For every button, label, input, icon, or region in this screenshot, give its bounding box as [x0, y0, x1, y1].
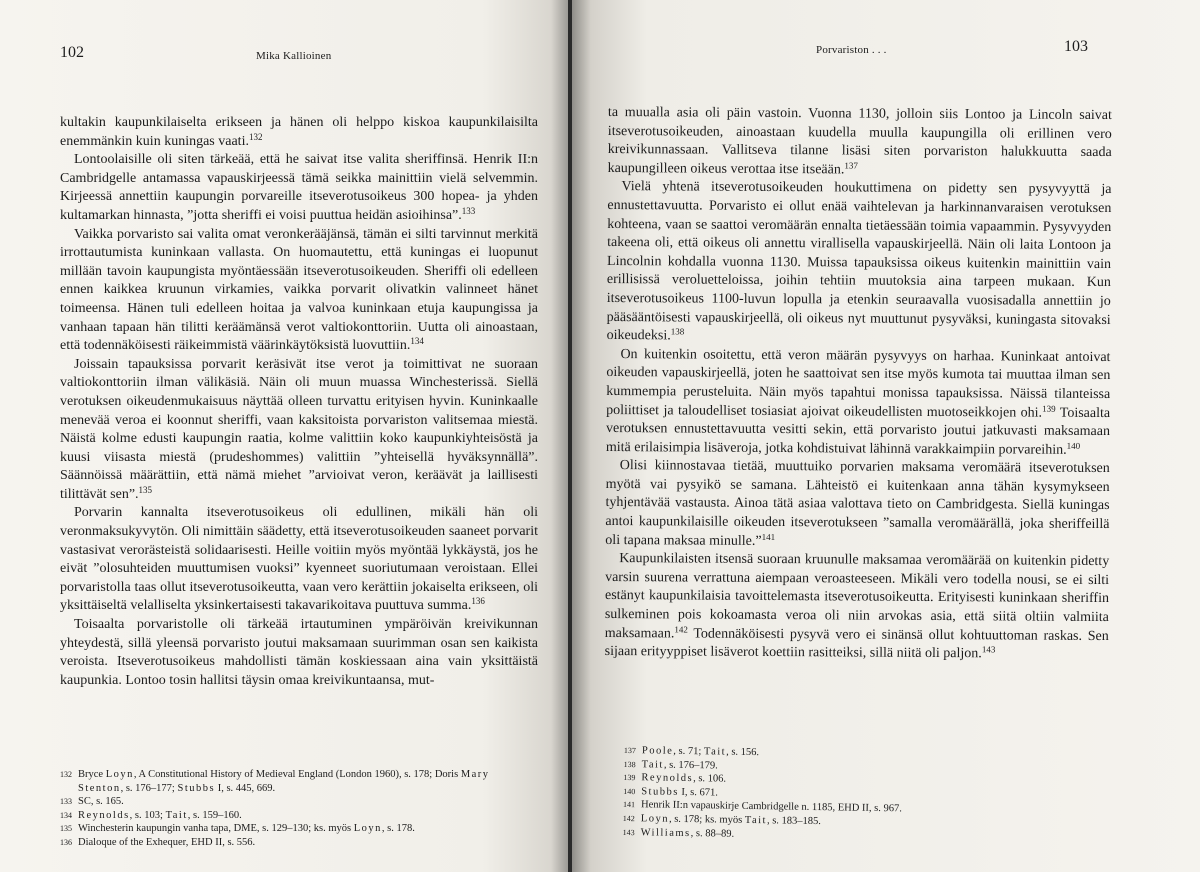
citation-text: , s. 183–185.: [766, 815, 822, 828]
footnote-ref: 142: [674, 624, 688, 635]
paragraph: [605, 550, 1110, 665]
citation-text: , s. 71;: [673, 745, 705, 758]
paragraph-text: Olisi kiinnostavaa tietää, muuttuiko porvarien maksama veromäärä itseverotuksen myötä vai pysyikö se samana. Lähteistö ei kuitenkaan anna tähän kysymykseen tyhjentävää vastausta. Ainoa tätä asiaa valottava tieto on Cambridgesta. Siellä kuningas antoi kaupunkilaisille oikeuden itseverotukseen ”samalla veromäärällä, joka sheriffeillä oli tapana maksaa minulle.”: [605, 458, 1110, 549]
citation-text: SC, s. 165.: [78, 796, 124, 808]
footnote-number: 141: [622, 800, 636, 810]
running-head: Mika Kallioinen: [256, 50, 332, 62]
footnote-ref: 138: [670, 326, 685, 337]
author-name: Williams: [640, 826, 691, 839]
footnote-text: [78, 836, 255, 850]
footnote-text: [78, 822, 415, 836]
author-name: Mary Stenton: [78, 769, 490, 794]
paragraph: [60, 504, 538, 616]
footnote-ref: 141: [761, 531, 776, 542]
footnote-text: [641, 785, 718, 800]
footnote-ref: 137: [844, 160, 858, 171]
footnote: [60, 795, 538, 809]
footnote-number: 139: [623, 773, 636, 783]
citation-text: , s. 176–177;: [120, 782, 178, 794]
footnote-number: 134: [60, 810, 72, 820]
paragraph: [605, 457, 1110, 553]
citation-text: , A Constitutional History of Medieval England (London 1960), s. 178; Doris: [133, 769, 461, 780]
paragraph-text: kultakin kaupunkilaiselta erikseen ja hänen oli helppo kiskoa kaupunkilaisilta enemmänkin kuin kuningas vaati.: [60, 115, 538, 149]
author-name: Poole: [641, 745, 674, 757]
citation-text: , s. 156.: [726, 746, 760, 759]
paragraph: [60, 151, 538, 225]
footnote-number: 143: [622, 827, 635, 837]
footnote-text: [78, 795, 124, 809]
paragraph: [60, 356, 538, 505]
paragraph-text: Todennäköisesti pysyvä vero ei sinänsä ollut kohtuuttoman raskas. Sen sijaan erityyppiset lisäverot koettiin rasitteiksi, sillä niitä oli paljon.: [604, 626, 1109, 662]
left-page: [0, 0, 568, 872]
footnote-number: 137: [623, 745, 636, 756]
citation-text: , s. 178; ks. myös: [668, 813, 745, 826]
footnote-number: 136: [60, 837, 72, 847]
author-name: Tait: [165, 809, 188, 821]
paragraph: [60, 616, 538, 690]
citation-text: , s. 103;: [129, 809, 166, 821]
paragraph: [60, 226, 538, 356]
paragraph: [608, 104, 1112, 181]
footnote-ref: 132: [248, 131, 263, 142]
footnotes: [60, 768, 538, 850]
paragraph-text: On kuitenkin osoitettu, että veron määrän pysyvyys on harhaa. Kuninkaat antoivat oikeuden vapauskirjeellä, joten he saattoivat sen itse myös kumota tai muuttaa ilman sen kummempia perusteluita. Näin myös tapahtui monissa tapauksissa. Näissä tilanteissa poliittiset ja taloudelliset tosiasiat ajoivat oikeudellisten muotoseikkojen ohi.: [606, 346, 1111, 421]
author-name: Tait: [703, 746, 727, 758]
footnote-ref: 133: [461, 205, 476, 216]
footnote-ref: 143: [981, 644, 996, 655]
footnote-text: [78, 768, 538, 795]
paragraph: [60, 114, 538, 151]
body-text: [605, 104, 1112, 665]
paragraph-text: Vielä yhtenä itseverotusoikeuden houkuttimena on pidetty sen pysyvyyttä ja ennustettavuutta. Porvaristo ei ollut enää vaihtelevan ja harkinnanvaraisen verotuksen kohteena, vaan se saattoi veromäärän ennalta tietäessään toimia vapaammin. Pysyvyyden takeena oli, että oikeus oli annettu virallisella vapauskirjeellä. Näin oli laita Lontoon ja Lincolnin kohdalla vuonna 1130. Muissa tapauksissa oikeus kuitenkin mainittiin vain erillisissä veroluetteloissa, joihin tehtiin muutoksia aina tarpeen mukaan. Kun itseverotusoikeus 1100-luvun lopulla ja etenkin seuraavalla vuosisadalla annettiin jo pääsääntöisesti vapauskirjeellä, oli oikeus nyt muuttunut pysyväksi, kuningasta sitovaksi oikeudeksi.: [606, 179, 1112, 344]
footnote-text: [641, 771, 726, 786]
author-name: Tait: [641, 758, 664, 771]
page-number: 103: [1064, 38, 1088, 55]
footnote-text: [642, 758, 718, 773]
paragraph-text: Joissain tapauksissa porvarit keräsivät itse verot ja toimittivat ne suoraan valtiokonttoriin ilman välikäsiä. Näin oli muun muassa Winchesterissä. Siellä verotuksen oikeudenmukaisuus näyttää olleen turvattu erityisen hyvin. Kuninkaalle menevää veroa ei koonnut sheriffi, vaan kaksitoista porvariston valitsemaa miestä. Näistä kolme edusti kaupungin raatia, kolme valittiin koko kaupunkiyhteisöstä ja kuusi viisasta miestä (prudeshommes) valittiin ”yhteisellä hyväksynnällä”. Säännöissä määrättiin, että nämä miehet ”arvioivat veron, keräävät ja laillisesti tilittävät sen”.: [60, 356, 538, 502]
footnote-number: 135: [60, 824, 72, 834]
citation-text: , s. 178.: [381, 823, 415, 835]
footnote: [60, 768, 538, 795]
author-name: Stubbs: [641, 786, 679, 798]
page-number: 102: [60, 44, 84, 61]
footnote-text: [78, 809, 242, 823]
paragraph-text: Lontoolaisille oli siten tärkeää, että he saivat itse valita sheriffinsä. Henrik II:n Cambridgelle antamassa vapauskirjeessä tämä seikka mainittiin vielä selvemmin. Kirjeessä annettiin kaupungin porvareille itseverotusoikeus 300 hopea- ja yhden kultamarkan hinnasta, ”jotta sheriffi ei voisi puuttua heidän asioihinsa”.: [60, 152, 538, 223]
paragraph-text: Vaikka porvaristo sai valita omat veronkerääjänsä, tämän ei silti tarvinnut merkitä irrottautumista kuninkaan vallasta. On huomautettu, että kuningas ei luopunut millään tavoin kaupungista myöntäessään itseverotusoikeuden. Sheriffi oli edelleen ennen kaikkea kruunun virkamies, vaikka porvarit olivatkin valinneet hänet toimeensa. Hänen tuli edelleen hoitaa ja valvoa kuninkaan etuja kaupungissa ja vanhaan tapaan hän tilitti keräämänsä verot valtiokonttoriin. Uutta oli ainoastaan, että todennäköisesti räikeimmistä väärinkäytöksistä luovuttiin.: [60, 226, 538, 354]
paragraph-text: Kaupunkilaisten itsensä suoraan kruunulle maksamaa veromäärää on kuitenkin pidetty varsin suurena verrattuna aiempaan veroasteeseen. Mikäli vero todella nousi, se ei silti estänyt kaupunkilaisia tavoittelemasta itseverotusoikeutta. Erityisesti kuninkaan sheriffin sulkeminen pois kokoamasta veroa oli niin arvokas asia, että siitä oltiin valmiita maksamaan.: [604, 551, 1110, 642]
citation-text: Bryce: [78, 769, 106, 780]
citation-text: I, s. 445, 669.: [215, 782, 276, 794]
author-name: Loyn: [105, 769, 134, 780]
footnote-ref: 136: [471, 596, 485, 607]
running-head: Porvariston . . .: [816, 44, 887, 56]
citation-text: Henrik II:n vapauskirje Cambridgelle n. 1185, EHD II, s. 967.: [640, 799, 902, 815]
citation-text: , s. 88–89.: [690, 827, 735, 840]
footnote-text: [641, 826, 735, 841]
footnote-number: 132: [60, 770, 72, 779]
paragraph-text: Porvarin kannalta itseverotusoikeus oli edullinen, mikäli hän oli veronmaksukyvytön. Oli nimittäin säädetty, että itseverotusoikeuden saaneet porvarit vastasivat verorästeistä solidaarisesti. Heille voitiin myös myöntää lykkäystä, jos he eivät ”olosuhteiden muuttumisen vuoksi” kyenneet suoriutumaan veroistaan. Ellei porvaristolla taas ollut itseverotusoikeutta, vaan vero kerättiin jokaiselta erikseen, oli yksittäiseltä velalliselta yksinkertaisesti takavarikoitava puuttuva summa.: [60, 505, 538, 614]
footnotes: [623, 744, 1024, 845]
body-text: [60, 114, 538, 690]
author-name: Tait: [744, 814, 768, 827]
citation-text: , s. 106.: [693, 773, 727, 785]
footnote-number: 140: [623, 786, 636, 796]
footnote-number: 142: [622, 813, 635, 824]
footnote-ref: 135: [138, 484, 153, 495]
author-name: Loyn: [353, 823, 382, 835]
citation-text: Winchesterin kaupungin vanha tapa, DME, s. 129–130; ks. myös: [78, 823, 354, 835]
footnote-number: 138: [623, 759, 636, 769]
footnote: [60, 809, 538, 823]
citation-text: , s. 159–160.: [187, 809, 242, 821]
author-name: Loyn: [640, 813, 670, 825]
footnote: [60, 822, 538, 836]
footnote-ref: 140: [1066, 440, 1081, 451]
footnote-number: 133: [60, 797, 72, 807]
citation-text: I, s. 671.: [678, 786, 719, 799]
citation-text: , s. 176–179.: [663, 759, 718, 772]
author-name: Reynolds: [78, 809, 130, 821]
citation-text: Dialoque of the Exhequer, EHD II, s. 556.: [78, 836, 256, 848]
author-name: Stubbs: [177, 782, 216, 794]
author-name: Reynolds: [641, 772, 694, 785]
paragraph-text: Toisaalta verotuksen ennustettavuutta vesitti sekin, että porvaristo joutui jatkuvasti maksamaan mitä erilaisimpia lisäveroja, jotka kohdistuivat lähinnä varakkaimpiin porvareihin.: [605, 405, 1111, 458]
footnote: [60, 836, 538, 850]
right-page: [572, 0, 1200, 872]
footnote-ref: 139: [1042, 403, 1056, 414]
paragraph-text: ta muualla asia oli päin vastoin. Vuonna 1130, jolloin siis Lontoo ja Lincoln saivat itseverotusoikeuden, ainoastaan kuudella muulla kaupungilla oli erillinen vero kreivikunnassaan. Vallitseva tilanne lisäsi siten porvariston halukkuutta saada kaupungilleen oikeus verottaa itse itseään.: [607, 104, 1112, 178]
paragraph: [606, 346, 1111, 461]
paragraph: [607, 178, 1112, 348]
footnote-ref: 134: [410, 336, 424, 347]
paragraph-text: Toisaalta porvaristolle oli tärkeää irtautuminen ympäröivän kreivikunnan yhteydestä, sillä yleensä porvaristo joutui maksamaan suurimman osan sen kaikista veroista. Itseverotusoikeus mahdollisti tämän koskiessaan aina vain yksittäistä kaupunkia. Lontoo tosin hallitsi täysin omaa kreivikuntaansa, mut-: [60, 617, 538, 688]
